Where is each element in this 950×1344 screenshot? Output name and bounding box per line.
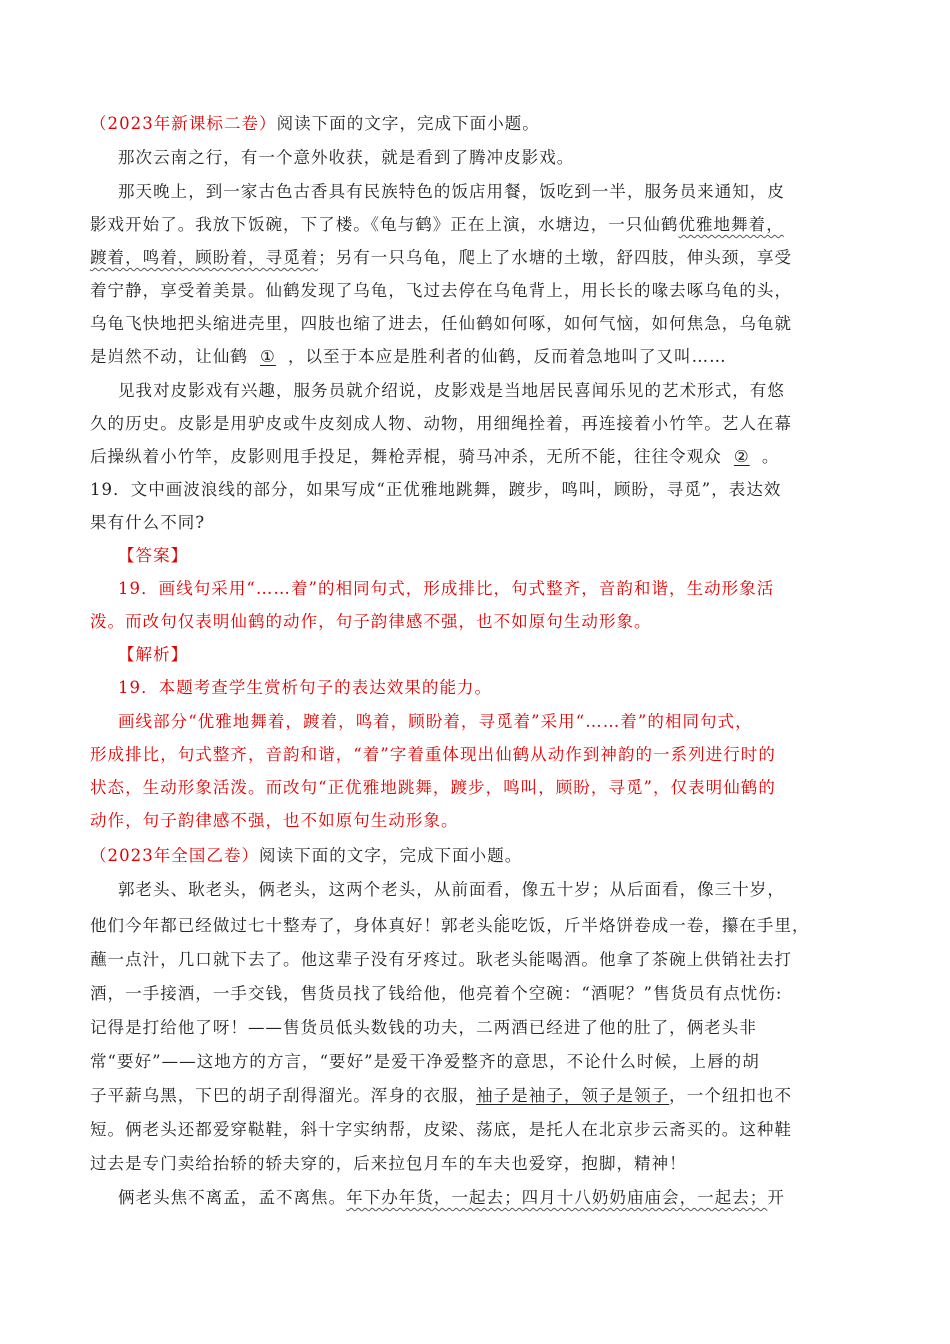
q1-p2-line-4: 着宁静，享受着美景。仙鹤发现了乌龟，飞过去停在乌龟背上，用长长的喙去啄乌龟的头， xyxy=(90,281,792,300)
q1-p3-line-3-text: 后操纵着小竹竿，皮影则甩手投足，舞枪弄棍，骑马冲杀，无所不能，往往令观众 xyxy=(90,447,722,466)
question-19-line-2: 果有什么不同? xyxy=(90,513,206,532)
q1-paragraph-1: 那次云南之行，有一个意外收获，就是看到了腾冲皮影戏。 xyxy=(118,148,575,167)
analysis-line-1: 19．本题考查学生赏析句子的表达效果的能力。 xyxy=(118,678,493,697)
analysis-line-3: 形成排比，句式整齐，音韵和谐，“着”字着重体现出仙鹤从动作到神韵的一系列进行时的 xyxy=(90,745,776,764)
q1-source: （2023年新课标二卷） xyxy=(90,114,277,133)
q1-p2-line-2-text: 影戏开始了。我放下饭碗，下了楼。《龟与鹤》正在上演，水塘边，一只仙鹤 xyxy=(90,215,679,234)
analysis-line-2: 画线部分“优雅地舞着，踱着，鸣着，顾盼着，寻觅着”采用“……着”的相同句式， xyxy=(118,712,753,731)
q1-p2-line-6 xyxy=(90,345,727,369)
q2-line-2 xyxy=(90,914,810,938)
q1-p2-line-2 xyxy=(90,213,784,237)
answer-line-2: 泼。而改句仅表明仙鹤的动作，句子韵律感不强，也不如原句生动形象。 xyxy=(90,612,652,631)
q1-p2-line-3 xyxy=(90,246,792,270)
analysis-line-4: 状态，生动形象活泼。而改句“正优雅地跳舞，踱步，鸣叫，顾盼，寻觅”，仅表明仙鹤的 xyxy=(90,778,776,797)
q2-source: （2023年全国乙卷） xyxy=(90,846,260,865)
answer-line-1: 19．画线句采用“……着”的相同句式，形成排比，句式整齐，音韵和谐，生动形象活 xyxy=(118,579,775,598)
q2-line-2-rest: 吃饭，斤半烙饼卷成一卷，攥在手里， xyxy=(511,916,810,935)
q2-line-7 xyxy=(90,1084,792,1108)
q1-p3-line-3 xyxy=(90,445,779,469)
q1-p3-line-1: 见我对皮影戏有兴趣，服务员就介绍说，皮影戏是当地居民喜闻乐见的艺术形式，有悠 xyxy=(118,381,785,400)
q1-p2-line-1: 那天晚上，到一家古色古香具有民族特色的饭店用餐，饭吃到一半，服务员来通知，皮 xyxy=(118,182,785,201)
q1-wavy-text-b: 踱着，鸣着，顾盼着，寻觅着 xyxy=(90,248,319,267)
q2-line-1: 郭老头、耿老头，俩老头，这两个老头，从前面看，像五十岁；从后面看，像三十岁， xyxy=(118,880,785,899)
q1-p2-line-5: 乌龟飞快地把头缩进壳里，四肢也缩了进去，任仙鹤如何啄，如何气恼，如何焦急，乌龟就 xyxy=(90,314,792,333)
q1-p3-line-2: 久的历史。皮影是用驴皮或牛皮刻成人物、动物，用细绳拴着，再连接着小竹竿。艺人在幕 xyxy=(90,414,792,433)
q1-wavy-text-a: 优雅地舞着， xyxy=(678,215,784,234)
q2-line-7-text: 子平薪乌黑，下巴的胡子刮得溜光。浑身的衣服， xyxy=(90,1086,477,1105)
q2-line-10 xyxy=(118,1186,785,1210)
q2-line-6: 常“要好”——这地方的方言，“要好”是爱干净爱整齐的意思，不论什么时候，上唇的胡 xyxy=(90,1052,760,1071)
q1-p2-line-6-rest: ，以至于本应是胜利者的仙鹤，反而着急地叫了又叫…… xyxy=(287,347,727,366)
q1-instruction: 阅读下面的文字，完成下面小题。 xyxy=(276,114,540,133)
q2-line-5: 记得是打给他了呀！——售货员低头数钱的功夫，二两酒已经进了他的肚了，俩老头非 xyxy=(90,1018,757,1037)
q2-line-2-text: 他们今年都已经做过七十整寿了，身体真好！郭老头 xyxy=(90,916,494,935)
q1-p2-line-6-text: 是岿然不动，让仙鹤 xyxy=(90,347,248,366)
q2-underlined-text: 袖子是袖子，领子是领子 xyxy=(476,1086,670,1105)
q2-line-8: 短。俩老头还都爱穿鞑鞋，斜十字实纳帮，皮梁、荡底，是托人在北京步云斋买的。这种鞋 xyxy=(90,1120,792,1139)
blank-2: ② xyxy=(733,447,750,466)
q2-line-10-text: 俩老头焦不离孟，孟不离焦。 xyxy=(118,1188,347,1207)
q2-line-3: 蘸一点汁，几口就下去了。他这辈子没有牙疼过。耿老头能喝酒。他拿了茶碗上供销社去打 xyxy=(90,950,792,969)
q2-line-9: 过去是专门卖给抬轿的轿夫穿的，后来拉包月车的车夫也爱穿，抱脚，精神！ xyxy=(90,1154,687,1173)
blank-1: ① xyxy=(260,347,276,366)
q2-line-10-end: 开 xyxy=(767,1188,785,1207)
q2-instruction: 阅读下面的文字，完成下面小题。 xyxy=(259,846,523,865)
q1-p3-line-3-end: 。 xyxy=(761,447,780,466)
analysis-line-5: 动作，句子韵律感不强，也不如原句生动形象。 xyxy=(90,811,459,830)
q2-line-4: 酒，一手接酒，一手交钱，售货员找了钱给他，他亮着个空碗：“酒呢？”售货员有点忧伤: xyxy=(90,984,783,1003)
q1-heading xyxy=(90,112,540,136)
answer-label: 【答案】 xyxy=(118,546,189,565)
question-19-line-1: 19．文中画波浪线的部分，如果写成“正优雅地跳舞，踱步，鸣叫，顾盼，寻觅”，表达效 xyxy=(90,480,782,499)
q2-line-7-rest: ，一个纽扣也不 xyxy=(669,1086,793,1105)
q2-wavy-text: 年下办年货，一起去；四月十八奶奶庙庙会，一起去； xyxy=(346,1188,768,1207)
q2-heading xyxy=(90,844,522,868)
emphasis-dot-char: 能 xyxy=(493,916,512,935)
q1-p2-line-3-text: ；另有一只乌龟，爬上了水塘的土墩，舒四肢，伸头颈，享受 xyxy=(318,248,793,267)
analysis-label: 【解析】 xyxy=(118,645,189,664)
